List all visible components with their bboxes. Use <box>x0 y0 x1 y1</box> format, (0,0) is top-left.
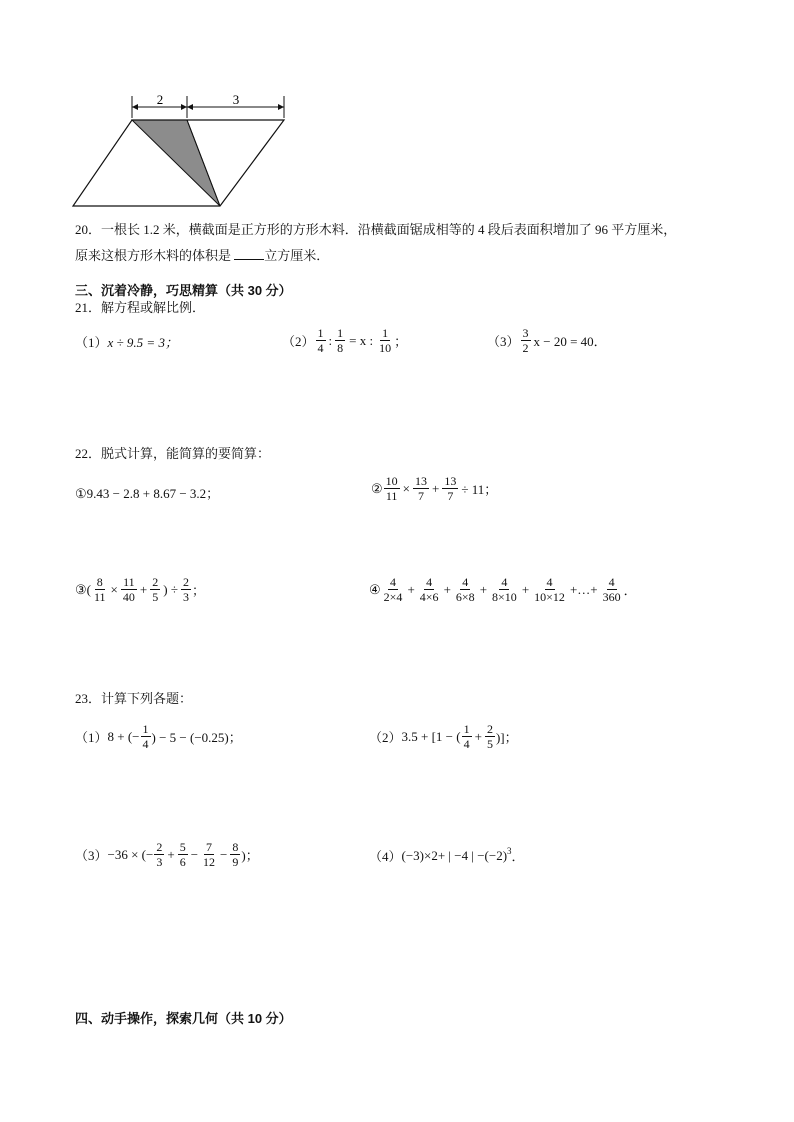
denominator: 7 <box>418 489 424 503</box>
numerator: 2 <box>152 575 159 589</box>
q23-calc3-label: （3） <box>75 848 108 863</box>
dim-label-2: 2 <box>156 92 164 107</box>
q21-prompt: 21．解方程或解比例． <box>75 300 206 315</box>
denominator: 4 <box>463 737 470 751</box>
denominator: 10×12 <box>534 590 565 604</box>
denominator: 2×4 <box>383 590 403 604</box>
q23-calc3-post: )； <box>241 848 259 863</box>
denominator: 2 <box>522 341 529 355</box>
q23-calc1 <box>75 722 242 751</box>
denominator: 3 <box>182 590 189 604</box>
q20-line1: 20．一根长 1.2 米，横截面是正方形的方形木料．沿横截面锯成相等的 4 段后表面积增加了 96 平方厘米， <box>75 222 677 237</box>
q21-part1 <box>75 332 178 351</box>
numerator: 8 <box>232 840 239 854</box>
q22-expr2-end: ÷ 11； <box>461 482 498 497</box>
fraction <box>532 575 567 604</box>
numerator: 2 <box>182 575 189 589</box>
arrow-right-a <box>187 104 193 110</box>
denominator: 8×10 <box>492 590 517 604</box>
numerator: 5 <box>179 840 186 854</box>
q21-part1-expr: x ÷ 9.5 = 3； <box>107 335 178 350</box>
numerator: 13 <box>415 474 427 488</box>
fraction <box>418 575 441 604</box>
numerator: 3 <box>522 326 529 340</box>
fraction <box>377 326 393 355</box>
denominator: 7 <box>447 489 454 503</box>
q21-part2-label: （2） <box>282 334 315 349</box>
numerator: 1 <box>382 326 389 340</box>
q22-expr2-label: ② <box>371 480 383 496</box>
denominator: 3 <box>156 855 163 869</box>
q20-line2 <box>75 247 329 265</box>
fraction <box>92 575 108 604</box>
numerator: 2 <box>486 722 493 736</box>
fraction <box>316 326 326 355</box>
fraction <box>462 722 472 751</box>
q22-expr2: ② $\frac{10}{11}$ × $\frac{13}{7}$ + $\frac{13}{7}$ ÷ 11； <box>371 474 498 503</box>
numerator: 7 <box>206 840 213 854</box>
numerator: 11 <box>123 575 135 589</box>
q23-calc2-pre: 3.5 + [1 − ( <box>401 728 461 744</box>
fraction <box>485 722 495 751</box>
q23-calc1-post: ) − 5 − (−0.25)； <box>151 730 242 745</box>
fraction <box>601 575 623 604</box>
shaded-triangle <box>132 120 220 206</box>
q22-expr3-mid: ) ÷ <box>163 581 178 597</box>
numerator: 1 <box>317 326 324 340</box>
q23-calc4 <box>369 846 525 865</box>
q21-part2: （2） $\frac{1}{4}$ : $\frac{1}{8}$ = x : $\frac{1}{10}$ ； <box>282 326 408 355</box>
q23-calc2-label: （2） <box>369 730 402 745</box>
numerator: 4 <box>546 575 553 589</box>
arrow-left-a <box>132 104 138 110</box>
fraction <box>521 326 531 355</box>
q23-prompt: 23．计算下列各题： <box>75 691 193 706</box>
numerator: 4 <box>608 575 615 589</box>
denominator: 8 <box>337 341 344 355</box>
fraction <box>413 474 429 503</box>
fraction <box>490 575 519 604</box>
q23-calc4-end: ． <box>511 849 525 864</box>
section4-title: 四、动手操作，探索几何（共 10 分） <box>75 1011 292 1026</box>
q23-calc3: （3） −36 × (− $\frac{2}{3}$ + $\frac{5}{6}$ − $\frac{7}{12}$ − $\frac{8}{9}$ )； <box>75 840 259 869</box>
fraction <box>442 474 458 503</box>
denominator: 5 <box>486 737 493 751</box>
fraction <box>201 840 217 869</box>
denominator: 5 <box>152 590 159 604</box>
fraction <box>454 575 477 604</box>
q20-answer-blank[interactable] <box>234 247 264 260</box>
fraction <box>384 474 400 503</box>
q22-expr1: ①9.43 − 2.8 + 8.67 − 3.2； <box>75 486 220 501</box>
q20-line2-prefix: 原来这根方形木料的体积是 <box>75 248 232 263</box>
q22-expr4-dots: +…+ <box>569 581 598 597</box>
q22-expr4-end: ． <box>623 583 637 598</box>
denominator: 11 <box>93 590 106 604</box>
q21-part3-label: （3） <box>487 334 520 349</box>
q23-calc4-label: （4） <box>369 849 402 864</box>
numerator: 4 <box>390 575 397 589</box>
arrow-left-b <box>181 104 187 110</box>
fraction <box>141 722 151 751</box>
q21-part1-label: （1） <box>75 335 108 350</box>
q23-calc4-exponent: 3 <box>507 846 512 856</box>
denominator: 6×8 <box>455 590 475 604</box>
section3-title: 三、沉着冷静，巧思精算（共 30 分） <box>75 283 292 298</box>
q23-calc4-expr: (−3)×2+ | −4 | −(−2) <box>401 847 508 863</box>
fraction <box>181 575 191 604</box>
fraction <box>335 326 345 355</box>
q23-calc1-label: （1） <box>75 730 108 745</box>
denominator: 6 <box>179 855 186 869</box>
q22-expr3-label: ③( <box>75 581 91 597</box>
q23-calc2-post: )]； <box>495 730 518 745</box>
q22-expr3-end: ； <box>191 583 205 598</box>
numerator: 2 <box>156 840 163 854</box>
fraction <box>121 575 137 604</box>
q23-calc2: （2） 3.5 + [1 − ( $\frac{1}{4}$ + $\frac{2}{5}$ )]； <box>369 722 518 751</box>
q21-part3-rest: x − 20 = 40． <box>533 334 607 349</box>
numerator: 1 <box>142 722 149 736</box>
denominator: 12 <box>203 855 216 869</box>
fraction <box>154 840 164 869</box>
numerator: 4 <box>501 575 508 589</box>
numerator: 4 <box>462 575 469 589</box>
q22-expr3: ③( $\frac{8}{11}$ × $\frac{11}{40}$ + $\frac{2}{5}$ ) ÷ $\frac{2}{3}$ ； <box>75 575 205 604</box>
numerator: 1 <box>463 722 470 736</box>
q22-expr4: ④ $\frac{4}{2\times 4}$ + $\frac{4}{4\times 6}$ + $\frac{4}{6\times 8}$ + $\frac{4}{8\times 10}$ + $\frac{4}{10\times 12}$ +…+ $\frac{4}{360}$ ． <box>369 575 637 604</box>
arrow-right-b <box>278 104 284 110</box>
dim-label-3: 3 <box>232 92 240 107</box>
q22-prompt: 22．脱式计算，能简算的要简算： <box>75 446 271 461</box>
numerator: 10 <box>385 474 398 488</box>
q21-part2-end: ； <box>394 334 408 349</box>
denominator: 4 <box>142 737 149 751</box>
q21-part3 <box>487 326 607 355</box>
fraction <box>230 840 240 869</box>
numerator: 8 <box>96 575 103 589</box>
q23-calc3-pre: −36 × (− <box>107 846 154 862</box>
fraction <box>178 840 188 869</box>
denominator: 11 <box>385 489 398 503</box>
q22-expr4-label: ④ <box>369 581 381 597</box>
fraction <box>150 575 160 604</box>
denominator: 9 <box>232 855 239 869</box>
q21-part2-mid: = x : <box>349 332 374 348</box>
numerator: 13 <box>444 474 457 488</box>
q20-line2-suffix: 立方厘米． <box>264 248 330 263</box>
denominator: 4 <box>317 341 324 355</box>
numerator: 4 <box>426 575 433 589</box>
denominator: 40 <box>122 590 135 604</box>
denominator: 4×6 <box>419 590 439 604</box>
parallelogram-figure <box>60 88 300 213</box>
numerator: 1 <box>337 326 344 340</box>
denominator: 10 <box>379 341 392 355</box>
q23-calc1-pre: 8 + (− <box>107 728 140 744</box>
fraction <box>382 575 405 604</box>
denominator: 360 <box>602 590 621 604</box>
